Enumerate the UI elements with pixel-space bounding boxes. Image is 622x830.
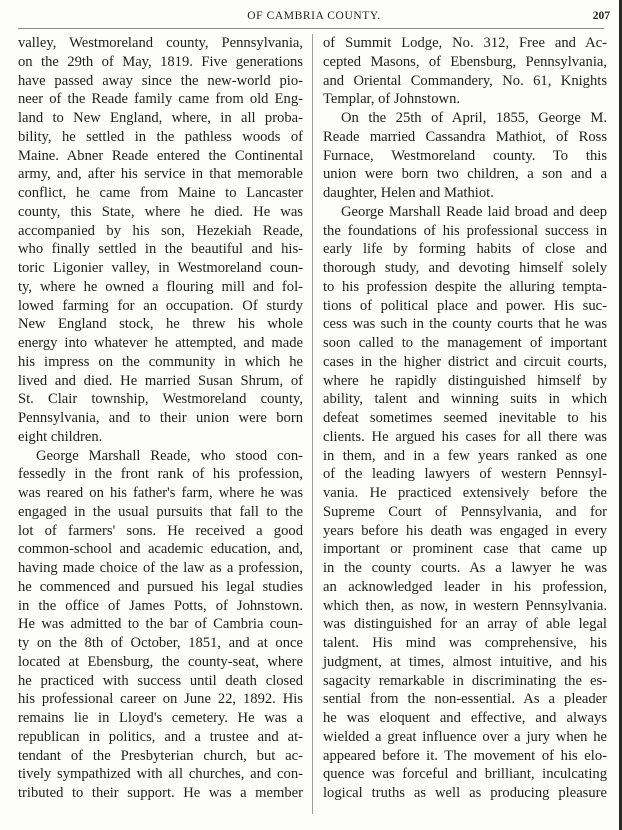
text-line: clients. He argued his cases for all there was	[323, 428, 607, 445]
text-line: Reade married Cassandra Mathiot, of Ross	[323, 128, 607, 145]
text-line: he practiced with success until death closed	[18, 672, 303, 689]
text-line: valley, Westmoreland county, Pennsylvania,	[18, 35, 303, 51]
text-line: union were born two children, a son and a	[323, 166, 607, 183]
text-line: ty on the 8th of October, 1851, and at once	[18, 635, 303, 651]
text-line: fessedly in the front rank of his profession,	[18, 466, 303, 483]
text-line: He was admitted to the bar of Cambria coun-	[18, 616, 303, 633]
text-line: who finally settled in the beautiful and his-	[18, 241, 303, 258]
text-column-right	[323, 34, 607, 803]
text-line: army, and, after his service in that memorable	[18, 166, 303, 183]
running-title: OF CAMBRIA COUNTY.	[247, 10, 381, 22]
text-line: tributed to their support. He was a member	[18, 785, 303, 801]
page-number: 207	[592, 10, 610, 22]
text-line: defeat sometimes seemed inevitable to his	[323, 410, 607, 426]
text-line: was distinguished for an array of able legal	[323, 616, 607, 633]
text-line: ty, where he owned a flouring mill and fol-	[18, 278, 303, 295]
paragraph-start-line: On the 25th of April, 1855, George M.	[341, 110, 607, 126]
text-line: wielded a great influence over a jury when he	[323, 728, 607, 745]
text-line: quence was forceful and brilliant, inculcating	[323, 766, 607, 783]
text-line: Maine. Abner Reade entered the Continental	[18, 147, 303, 164]
text-line: St. Clair township, Westmoreland county,	[18, 391, 303, 408]
text-line: cess was such in the county courts that he was	[323, 316, 607, 333]
header-rule	[18, 28, 604, 29]
text-line: in them, and in a few years ranked as one	[323, 447, 607, 464]
text-line: lowed farming for an occupation. Of sturdy	[18, 297, 303, 314]
text-line: toric Ligonier valley, in Westmoreland coun-	[18, 260, 303, 276]
text-line: talent. His mind was comprehensive, his	[323, 635, 607, 651]
paragraph-end-line: Templar, of Johnstown.	[323, 91, 461, 108]
text-line: lot of farmers' sons. He received a good	[18, 522, 303, 539]
paragraph-end-line: daughter, Helen and Mathiot.	[323, 185, 494, 201]
text-line: republican in politics, and a trustee and at-	[18, 728, 303, 745]
text-line: which then, as now, in western Pennsylvania.	[323, 597, 607, 614]
text-line: engaged in the usual pursuits that fall to the	[18, 503, 303, 520]
text-line: accompanied by his son, Hezekiah Reade,	[18, 222, 303, 239]
text-line: sagacity remarkable in discriminating the es-	[323, 672, 607, 689]
text-line: in the county courts. As a lawyer he was	[323, 560, 607, 576]
paragraph-end-line: eight children.	[18, 428, 103, 445]
text-line: the foundations of his professional success in	[323, 222, 607, 239]
text-line: to his profession despite the alluring tempta-	[323, 278, 607, 295]
text-line: energy into whatever he attempted, and made	[18, 335, 303, 351]
running-head	[18, 8, 610, 24]
text-line: have passed away since the new-world pio-	[18, 72, 303, 89]
paragraph-start-line: George Marshall Reade, who stood con-	[36, 447, 303, 464]
text-line: tions of political place and power. His suc-	[323, 297, 607, 314]
text-line: important or prominent case that came up	[323, 541, 607, 558]
text-line: Supreme Court of Pennsylvania, and for	[323, 503, 607, 520]
text-line: where he rapidly distinguished himself by	[323, 372, 607, 389]
text-line: years before his death was engaged in every	[323, 522, 607, 539]
text-line: having made choice of the law as a profession,	[18, 560, 303, 576]
paragraph-start-line: George Marshall Reade laid broad and deep	[341, 203, 607, 220]
text-line: was reared on his father's farm, where he was	[18, 485, 303, 501]
text-line: he commenced and pursued his legal studies	[18, 578, 303, 595]
text-line: of Summit Lodge, No. 312, Free and Ac-	[323, 35, 607, 51]
text-line: common-school and academic education, and,	[18, 541, 303, 558]
text-line: in the office of James Potts, of Johnstown.	[18, 597, 303, 614]
text-line: neer of the Reade family came from old Eng-	[18, 91, 303, 108]
text-line: his professional career on June 22, 1892. His	[18, 691, 303, 708]
text-line: soon called to the management of important	[323, 335, 607, 351]
text-line: sential from the non-essential. As a pleader	[323, 691, 607, 708]
text-line: an acknowledged leader in his profession,	[323, 578, 607, 595]
text-line: early life by forming habits of close and	[323, 241, 607, 258]
text-line: lived and died. He married Susan Shrum, of	[18, 372, 303, 389]
text-line: he was eloquent and effective, and always	[323, 710, 607, 726]
text-line: judgment, at times, almost intuitive, and his	[323, 653, 607, 670]
text-line: cases in the higher district and circuit courts,	[323, 353, 607, 370]
column-divider	[312, 34, 313, 814]
text-line: Pennsylvania, and to their union were born	[18, 410, 303, 426]
text-line: bility, he settled in the pathless woods of	[18, 128, 303, 145]
text-line: tively sympathized with all churches, and con-	[18, 766, 303, 783]
text-line: tendant of the Presbyterian church, but ac-	[18, 747, 303, 764]
text-line: remains lie in Lloyd's cemetery. He was a	[18, 710, 303, 726]
text-line: county, this State, where he died. He was	[18, 203, 303, 220]
text-line: his impress on the community in which he	[18, 353, 303, 370]
text-line: cepted Masons, of Ebensburg, Pennsylvania,	[323, 53, 607, 70]
text-line: and Oriental Commandery, No. 61, Knights	[323, 72, 607, 89]
text-line: ability, talent and winning suits in which	[323, 391, 607, 408]
text-line: New England stock, he threw his whole	[18, 316, 303, 333]
text-line: of the leading lawyers of western Pennsyl-	[323, 466, 607, 483]
text-line: Furnace, Westmoreland county. To this	[323, 147, 607, 164]
text-line: on the 29th of May, 1819. Five generations	[18, 53, 303, 70]
text-line: vania. He practiced extensively before the	[323, 485, 607, 501]
text-line: conflict, he came from Maine to Lancaster	[18, 185, 303, 201]
text-line: appeared before it. The movement of his elo-	[323, 747, 607, 764]
text-line: located at Ebensburg, the county-seat, where	[18, 653, 303, 670]
text-line: logical truths as well as producing pleasure	[323, 785, 607, 801]
text-line: land to New England, where, in all proba-	[18, 110, 303, 126]
text-line: thorough study, and devoting himself solely	[323, 260, 607, 276]
text-column-left	[18, 34, 303, 803]
